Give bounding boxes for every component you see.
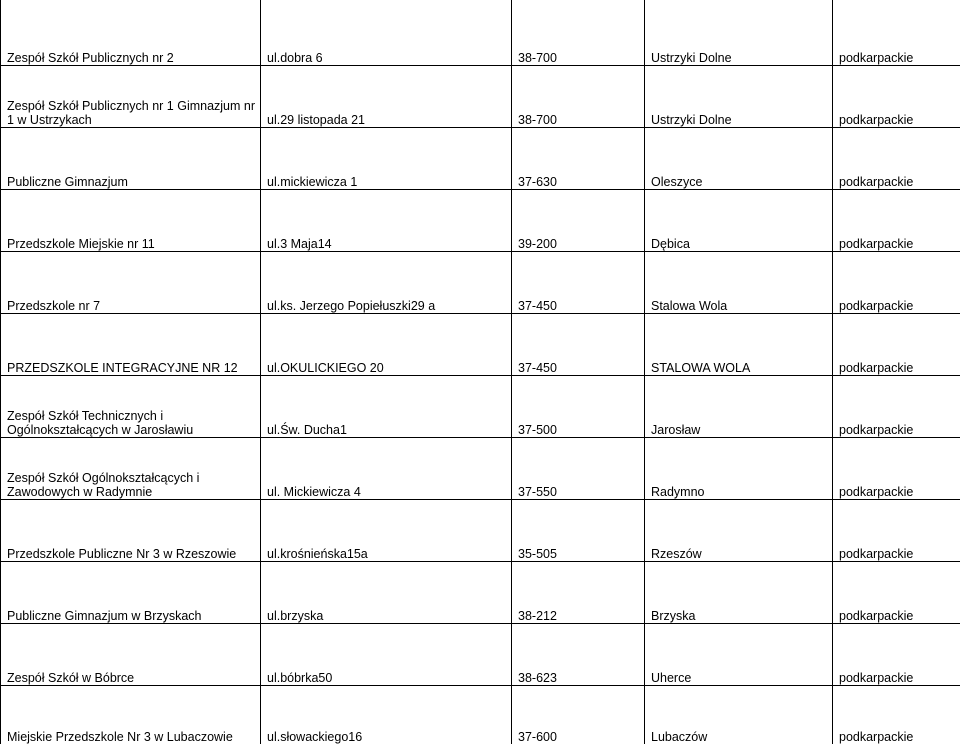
postal-code-cell: 37-500 — [512, 376, 645, 438]
region-cell: podkarpackie — [833, 686, 960, 744]
school-name-cell: Publiczne Gimnazjum w Brzyskach — [1, 562, 261, 624]
region-cell: podkarpackie — [833, 376, 960, 438]
city-cell: Lubaczów — [645, 686, 833, 744]
region-cell: podkarpackie — [833, 500, 960, 562]
region-cell: podkarpackie — [833, 438, 960, 500]
city-cell: Ustrzyki Dolne — [645, 66, 833, 128]
school-name-cell: Przedszkole Publiczne Nr 3 w Rzeszowie — [1, 500, 261, 562]
table-row — [1, 0, 960, 66]
street-cell: ul.krośnieńska15a — [261, 500, 512, 562]
city-cell: Radymno — [645, 438, 833, 500]
street-cell: ul.słowackiego16 — [261, 686, 512, 744]
school-name-cell: Przedszkole nr 7 — [1, 252, 261, 314]
street-cell: ul.OKULICKIEGO 20 — [261, 314, 512, 376]
school-name-cell: Zespół Szkół Publicznych nr 1 Gimnazjum nr 1 w Ustrzykach — [1, 66, 261, 128]
postal-code-cell: 38-623 — [512, 624, 645, 686]
street-cell: ul.brzyska — [261, 562, 512, 624]
region-cell: podkarpackie — [833, 190, 960, 252]
school-name-cell: PRZEDSZKOLE INTEGRACYJNE NR 12 — [1, 314, 261, 376]
city-cell: Rzeszów — [645, 500, 833, 562]
table-row — [1, 66, 960, 128]
street-cell: ul.ks. Jerzego Popiełuszki29 a — [261, 252, 512, 314]
street-cell: ul.Św. Ducha1 — [261, 376, 512, 438]
city-cell: Stalowa Wola — [645, 252, 833, 314]
postal-code-cell: 35-505 — [512, 500, 645, 562]
postal-code-cell: 37-550 — [512, 438, 645, 500]
street-cell: ul.dobra 6 — [261, 0, 512, 66]
table-row — [1, 500, 960, 562]
table-row — [1, 314, 960, 376]
region-cell: podkarpackie — [833, 314, 960, 376]
city-cell: STALOWA WOLA — [645, 314, 833, 376]
postal-code-cell: 38-700 — [512, 0, 645, 66]
school-name-cell: Zespół Szkół Technicznych i Ogólnokształcących w Jarosławiu — [1, 376, 261, 438]
region-cell: podkarpackie — [833, 562, 960, 624]
table-row — [1, 438, 960, 500]
postal-code-cell: 38-700 — [512, 66, 645, 128]
school-name-cell: Publiczne Gimnazjum — [1, 128, 261, 190]
region-cell: podkarpackie — [833, 624, 960, 686]
school-name-cell: Zespół Szkół Publicznych nr 2 — [1, 0, 261, 66]
postal-code-cell: 37-450 — [512, 314, 645, 376]
school-name-cell: Miejskie Przedszkole Nr 3 w Lubaczowie — [1, 686, 261, 744]
table-row — [1, 686, 960, 744]
region-cell: podkarpackie — [833, 128, 960, 190]
region-cell: podkarpackie — [833, 252, 960, 314]
table-row — [1, 624, 960, 686]
school-name-cell: Zespół Szkół Ogólnokształcących i Zawodowych w Radymnie — [1, 438, 261, 500]
postal-code-cell: 39-200 — [512, 190, 645, 252]
region-cell: podkarpackie — [833, 0, 960, 66]
postal-code-cell: 38-212 — [512, 562, 645, 624]
street-cell: ul.bóbrka50 — [261, 624, 512, 686]
table-row — [1, 252, 960, 314]
street-cell: ul.29 listopada 21 — [261, 66, 512, 128]
city-cell: Dębica — [645, 190, 833, 252]
school-name-cell: Przedszkole Miejskie nr 11 — [1, 190, 261, 252]
postal-code-cell: 37-630 — [512, 128, 645, 190]
city-cell: Jarosław — [645, 376, 833, 438]
city-cell: Uherce — [645, 624, 833, 686]
school-name-cell: Zespół Szkół w Bóbrce — [1, 624, 261, 686]
table-row — [1, 562, 960, 624]
city-cell: Brzyska — [645, 562, 833, 624]
street-cell: ul. Mickiewicza 4 — [261, 438, 512, 500]
street-cell: ul.3 Maja14 — [261, 190, 512, 252]
table-row — [1, 376, 960, 438]
postal-code-cell: 37-600 — [512, 686, 645, 744]
city-cell: Oleszyce — [645, 128, 833, 190]
postal-code-cell: 37-450 — [512, 252, 645, 314]
street-cell: ul.mickiewicza 1 — [261, 128, 512, 190]
city-cell: Ustrzyki Dolne — [645, 0, 833, 66]
region-cell: podkarpackie — [833, 66, 960, 128]
table-row — [1, 128, 960, 190]
table-row — [1, 190, 960, 252]
